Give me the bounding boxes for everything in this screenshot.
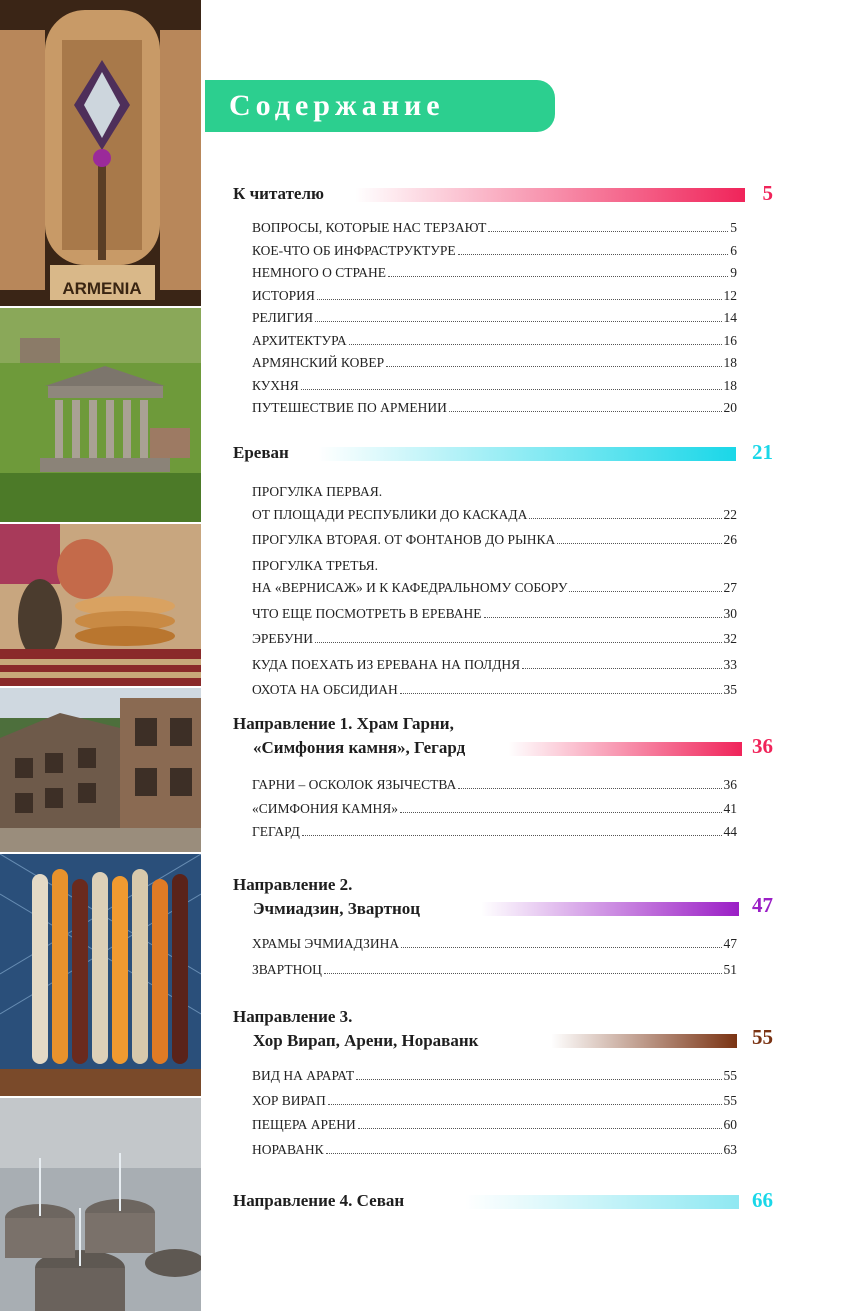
entry-title: ГЕГАРД (252, 824, 300, 839)
entry-title: КОЕ-ЧТО ОБ ИНФРАСТРУКТУРЕ (252, 242, 456, 258)
section-title-row (233, 873, 773, 921)
entry-page: 5 (730, 220, 737, 235)
entry-page: 16 (723, 332, 737, 348)
toc-section-intro (233, 182, 773, 420)
section-page-number[interactable]: 21 (752, 440, 773, 464)
toc-entry[interactable] (252, 628, 737, 651)
toc-entry[interactable] (252, 262, 737, 285)
toc-entry[interactable] (252, 654, 737, 677)
entry-page: 6 (730, 242, 737, 258)
photo-garni-temple (0, 308, 201, 522)
toc-entry[interactable] (252, 1090, 737, 1113)
toc-entry[interactable] (252, 481, 737, 526)
entry-page: 35 (723, 682, 737, 697)
section-title[interactable]: К читателю (233, 184, 325, 203)
toc-entry[interactable] (252, 603, 737, 626)
toc-entry[interactable] (252, 352, 737, 375)
toc-entry[interactable] (252, 529, 737, 552)
toc-entry[interactable] (252, 555, 737, 600)
section-color-bar (551, 1034, 737, 1048)
section-page-number[interactable]: 47 (752, 893, 773, 917)
section-entries (233, 1065, 737, 1161)
entry-title: ИСТОРИЯ (252, 287, 315, 303)
toc-entry[interactable] (252, 679, 737, 702)
entry-page: 32 (723, 631, 737, 646)
toc-entry[interactable] (252, 933, 737, 956)
section-color-bar (508, 742, 742, 756)
entry-page: 22 (723, 506, 737, 522)
entry-title: ХРАМЫ ЭЧМИАДЗИНА (252, 936, 400, 951)
section-color-bar (318, 447, 736, 461)
entry-title: НА «ВЕРНИСАЖ» И К КАФЕДРАЛЬНОМУ СОБОРУ (252, 580, 568, 595)
entry-title: ЗВАРТНОЦ (252, 961, 322, 977)
toc-section-direction-1 (233, 712, 773, 844)
toc-entry[interactable] (252, 217, 737, 240)
entry-page: 63 (723, 1141, 737, 1157)
entry-page: 47 (723, 936, 737, 951)
entry-page: 44 (723, 824, 737, 839)
toc-section-direction-2 (233, 873, 773, 981)
page-title: Содержание (229, 89, 445, 122)
entry-page: 27 (723, 580, 737, 595)
toc-section-direction-3 (233, 1005, 773, 1161)
section-entries (233, 933, 737, 981)
entry-page: 14 (723, 310, 737, 325)
entry-page: 26 (723, 532, 737, 547)
entry-page: 51 (723, 961, 737, 977)
entry-page: 33 (723, 656, 737, 672)
section-title-line2[interactable]: «Симфония камня», Гегард (253, 738, 466, 757)
entry-title: ГАРНИ – ОСКОЛОК ЯЗЫЧЕСТВА (252, 777, 457, 792)
section-title[interactable]: Направление 1. Храм Гарни, (233, 714, 454, 733)
section-title[interactable]: Направление 4. Севан (233, 1191, 405, 1210)
entry-page: 9 (730, 265, 737, 280)
photo-bread-and-jugs (0, 524, 201, 686)
entry-page: 41 (723, 800, 737, 816)
entry-title: ЧТО ЕЩЕ ПОСМОТРЕТЬ В ЕРЕВАНЕ (252, 605, 482, 621)
entry-page: 20 (723, 400, 737, 415)
section-title[interactable]: Направление 2. (233, 875, 353, 894)
toc-section-yerevan (233, 441, 773, 702)
section-color-bar (355, 188, 745, 202)
entry-page: 18 (723, 355, 737, 370)
entry-page: 30 (723, 605, 737, 621)
section-title-line2[interactable]: Эчмиадзин, Звартноц (253, 899, 421, 918)
photo-armenia-triptych (0, 0, 201, 306)
entry-title: ПЕЩЕРА АРЕНИ (252, 1117, 356, 1132)
entry-title: ВИД НА АРАРАТ (252, 1068, 355, 1083)
entry-title: НОРАВАНК (252, 1141, 324, 1157)
photo-old-houses (0, 688, 201, 852)
section-title-row (233, 1189, 773, 1213)
toc-entry[interactable] (252, 774, 737, 797)
entry-page: 36 (723, 777, 737, 792)
section-entries (233, 217, 737, 420)
entry-title: КУДА ПОЕХАТЬ ИЗ ЕРЕВАНА НА ПОЛДНЯ (252, 656, 521, 672)
toc-entry[interactable] (252, 959, 737, 982)
section-entries (233, 774, 737, 844)
entry-title-line1: ПРОГУЛКА ПЕРВАЯ. (252, 484, 383, 499)
toc-entry[interactable] (252, 397, 737, 420)
entry-title: ОТ ПЛОЩАДИ РЕСПУБЛИКИ ДО КАСКАДА (252, 506, 528, 522)
toc-entry[interactable] (252, 821, 737, 844)
entry-title: КУХНЯ (252, 377, 299, 393)
entry-page: 55 (723, 1092, 737, 1108)
entry-title: ХОР ВИРАП (252, 1092, 326, 1108)
toc-section-direction-4 (233, 1189, 773, 1213)
entry-title: ПРОГУЛКА ВТОРАЯ. ОТ ФОНТАНОВ ДО РЫНКА (252, 532, 556, 547)
section-color-bar (481, 902, 739, 916)
entry-title: «СИМФОНИЯ КАМНЯ» (252, 800, 399, 816)
toc-entry[interactable] (252, 240, 737, 263)
entry-title: ПУТЕШЕСТВИЕ ПО АРМЕНИИ (252, 400, 447, 415)
toc-entry[interactable] (252, 375, 737, 398)
entry-title: АРХИТЕКТУРА (252, 332, 347, 348)
section-title-row (233, 182, 773, 206)
toc-entry[interactable] (252, 1065, 737, 1088)
section-title-row (233, 441, 773, 465)
section-page-number[interactable]: 66 (752, 1188, 773, 1212)
section-page-number[interactable]: 5 (762, 181, 773, 205)
section-title-line2[interactable]: Хор Вирап, Арени, Нораванк (253, 1031, 479, 1050)
toc-entry[interactable] (252, 1114, 737, 1137)
toc-entry[interactable] (252, 1139, 737, 1162)
entry-title: РЕЛИГИЯ (252, 310, 314, 325)
entry-page: 12 (723, 287, 737, 303)
entry-title: НЕМНОГО О СТРАНЕ (252, 265, 386, 280)
section-color-bar (465, 1195, 739, 1209)
entry-page: 60 (723, 1117, 737, 1132)
contents-header-tab (205, 80, 555, 132)
photo-dried-fruit-strings (0, 854, 201, 1096)
entry-title: АРМЯНСКИЙ КОВЕР (252, 355, 385, 370)
section-title[interactable]: Направление 3. (233, 1007, 353, 1026)
entry-page: 18 (723, 377, 737, 393)
toc-entry[interactable] (252, 798, 737, 821)
toc-entry[interactable] (252, 330, 737, 353)
photo-caption-armenia: ARMENIA (62, 279, 142, 298)
section-entries (233, 481, 737, 702)
section-title-row (233, 712, 773, 760)
section-title-row (233, 1005, 773, 1053)
section-page-number[interactable]: 36 (752, 734, 773, 758)
toc-entry[interactable] (252, 307, 737, 330)
toc-entry[interactable] (252, 285, 737, 308)
entry-title: ВОПРОСЫ, КОТОРЫЕ НАС ТЕРЗАЮТ (252, 220, 487, 235)
entry-page: 55 (723, 1068, 737, 1083)
entry-title: ОХОТА НА ОБСИДИАН (252, 682, 398, 697)
entry-title-line1: ПРОГУЛКА ТРЕТЬЯ. (252, 557, 378, 573)
photo-stone-fountains (0, 1098, 201, 1311)
section-title[interactable]: Ереван (233, 443, 289, 462)
entry-title: ЭРЕБУНИ (252, 631, 314, 646)
section-page-number[interactable]: 55 (752, 1025, 773, 1049)
